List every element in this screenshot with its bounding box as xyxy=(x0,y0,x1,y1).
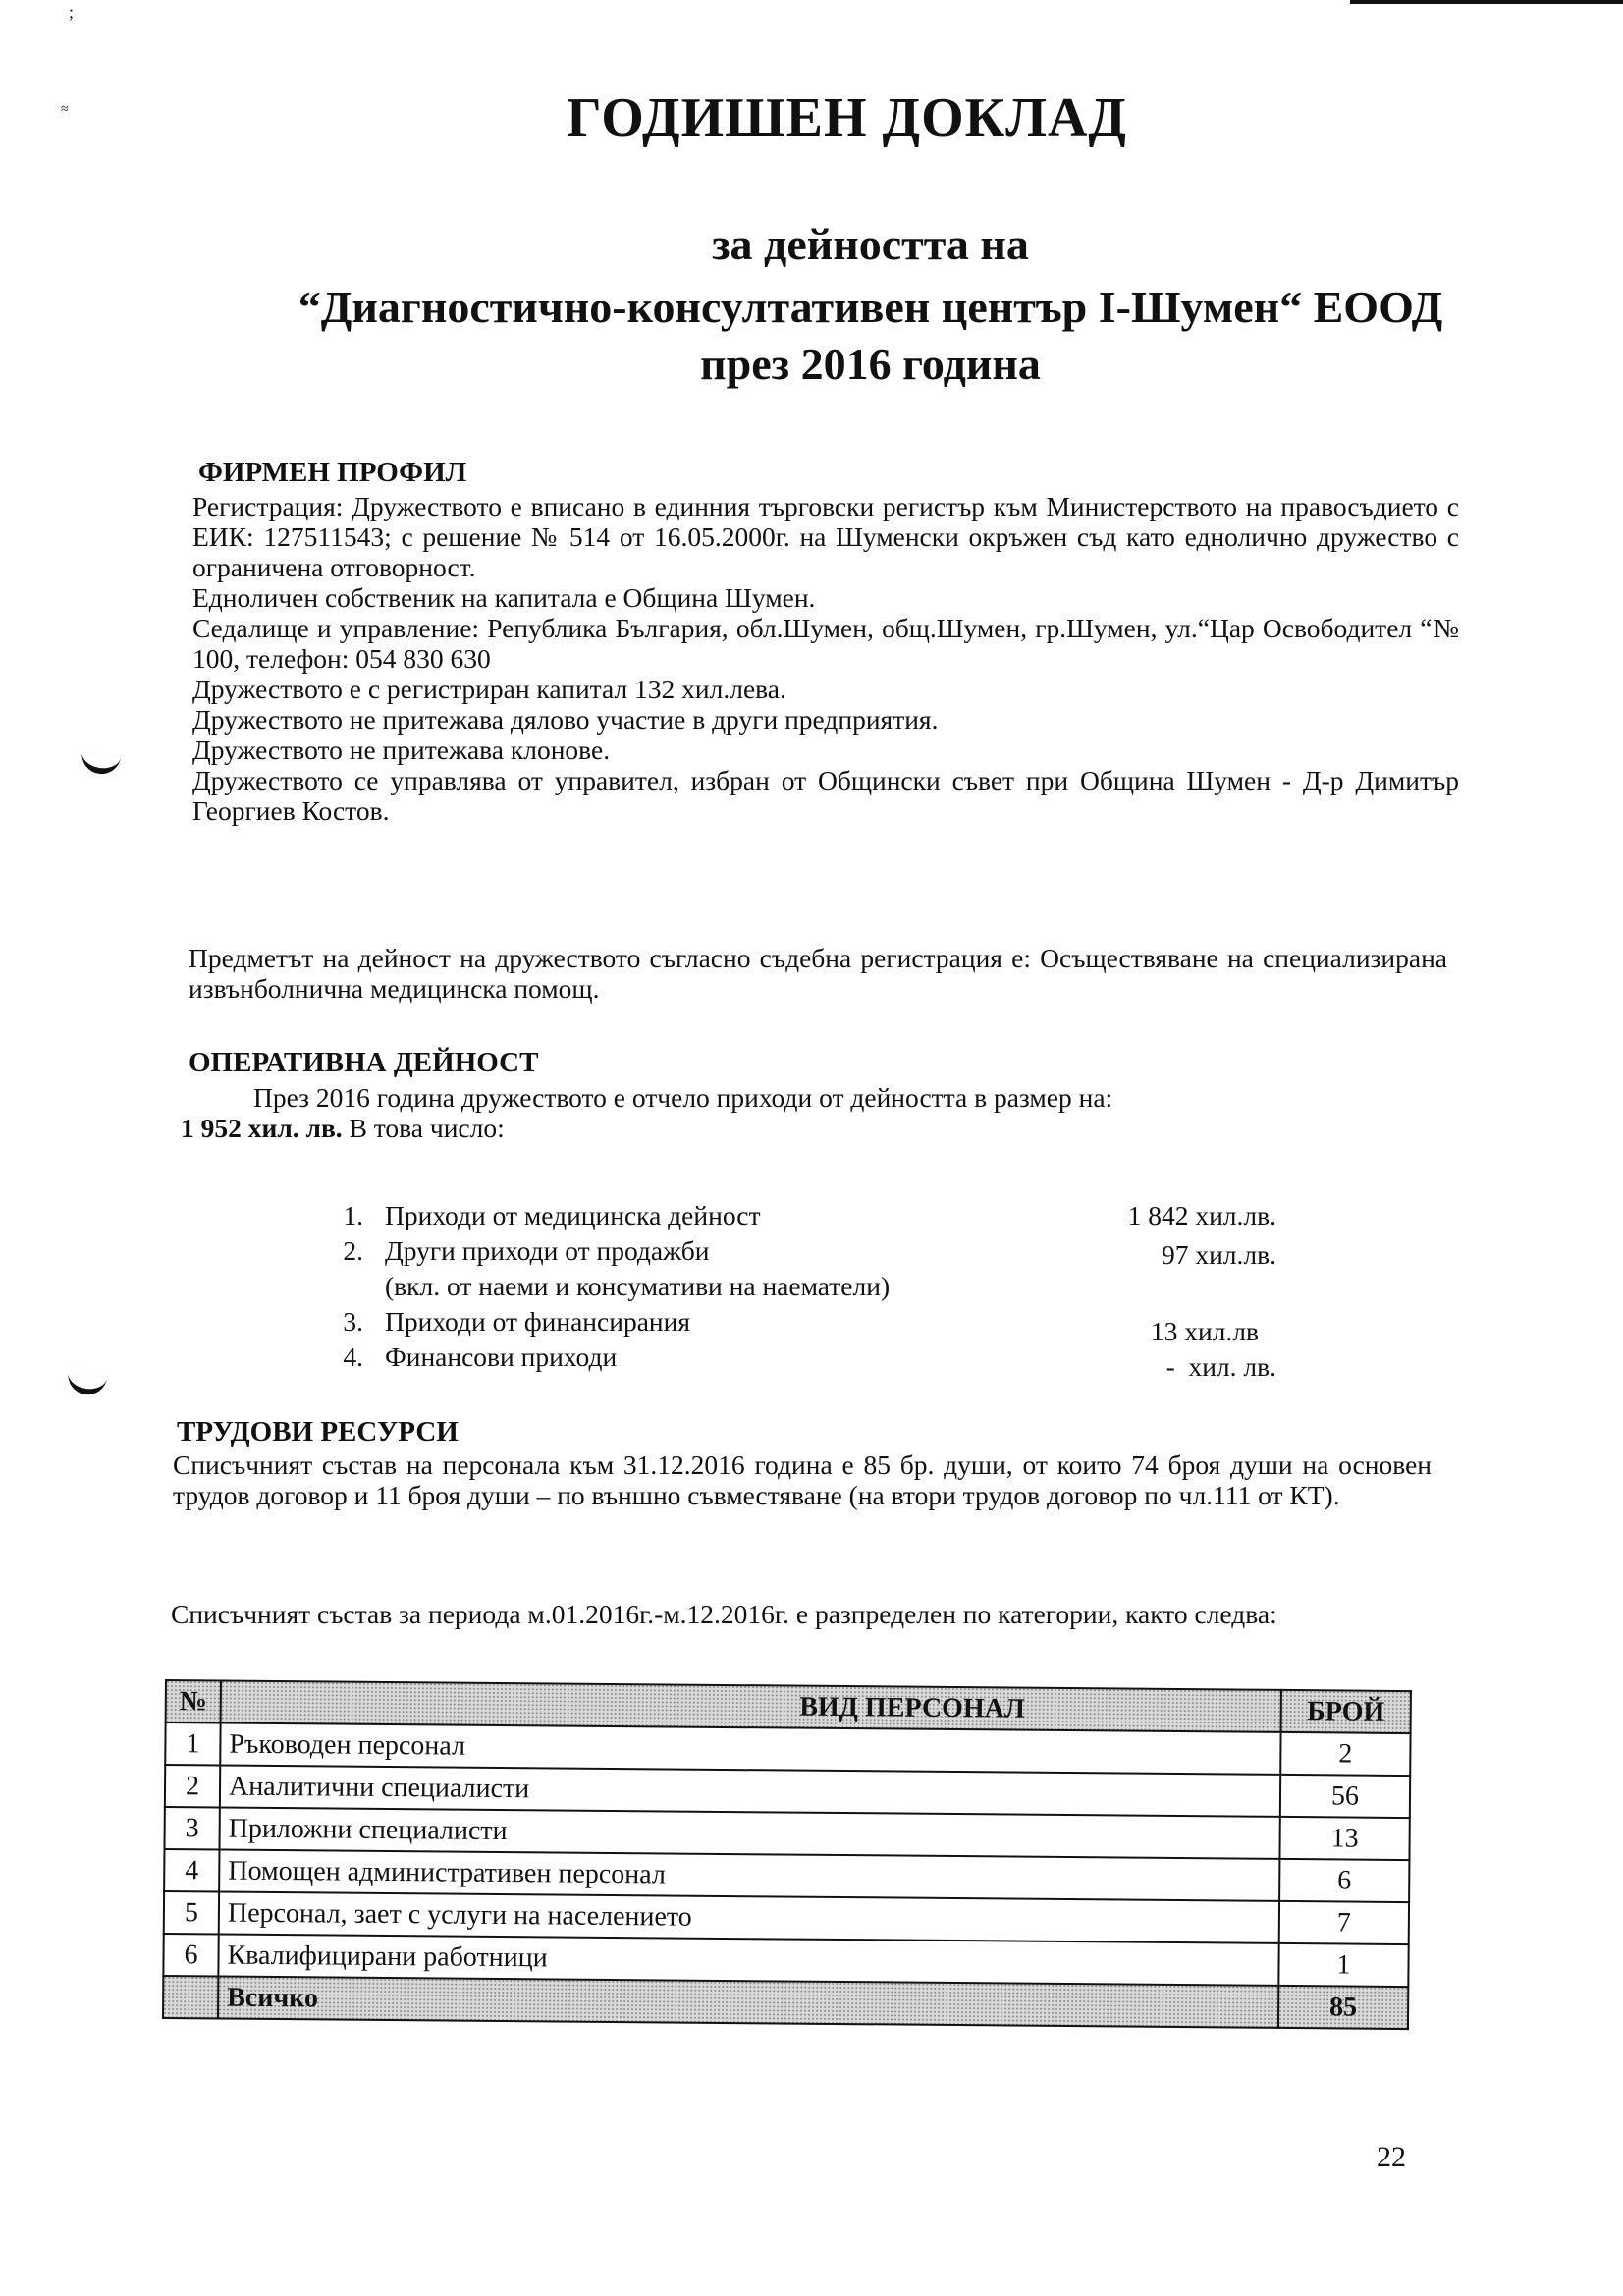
total-number-cell xyxy=(163,1976,218,2018)
row-number: 1 xyxy=(165,1722,220,1765)
row-staff-type: Помощен административен персонал xyxy=(219,1849,1279,1900)
row-number: 3 xyxy=(164,1807,219,1849)
income-item xyxy=(334,1341,1276,1382)
company-name: “Диагностично-консултативен център I-Шумен“ ЕООД xyxy=(298,282,1443,332)
row-count: 1 xyxy=(1278,1943,1408,1987)
scan-mark: ≈ xyxy=(61,102,69,117)
income-item-label: Приходи от медицинска дейност xyxy=(385,1200,761,1230)
income-item-label: Други приходи от продажби xyxy=(385,1235,710,1266)
document-subtitle: за дейността на xyxy=(712,219,1029,269)
row-count: 6 xyxy=(1279,1859,1409,1902)
income-item-number: 2. xyxy=(343,1235,363,1266)
income-item-note: (вкл. от наеми и консумативи на наематели) xyxy=(385,1271,891,1301)
company-profile-text xyxy=(192,491,1459,826)
profile-owner: Едноличен собственик на капитала е Община Шумен. xyxy=(192,582,816,613)
subject-of-activity: Предметът на дейност на дружеството съгласно съдебна регистрация е: Осъществяване на специализирана извънболнична медицинска помощ. xyxy=(189,943,1447,1004)
scan-mark: ; xyxy=(69,2,75,22)
row-number: 6 xyxy=(163,1934,218,1976)
profile-registration: Регистрация: Дружеството е вписано в единния търговски регистър към Министерството на правосъдието с ЕИК: 127511543; с решение № 514 от 16.05.2000г. на Шуменски окръжен съд като еднолично дружество с ограничена отговорност. xyxy=(192,491,1459,582)
staff-composition-text: Списъчният състав на персонала към 31.12.2016 година е 85 бр. души, от които 74 броя души на основен трудов договор и 11 броя души – по външно съвместяване (на втори трудов договор по чл.111 от КТ). xyxy=(173,1449,1432,1510)
operational-activity-text xyxy=(181,1082,1439,1143)
profile-participation: Дружеството не притежава дялово участие в други предприятия. xyxy=(192,704,939,735)
row-count: 56 xyxy=(1280,1775,1410,1818)
section-heading-labor-resources: ТРУДОВИ РЕСУРСИ xyxy=(177,1416,459,1448)
header-staff-type: ВИД ПЕРСОНАЛ xyxy=(221,1680,1281,1731)
staff-table xyxy=(162,1679,1412,2030)
income-item-number: 1. xyxy=(343,1200,363,1230)
income-intro-suffix: В това число: xyxy=(342,1113,505,1143)
profile-manager: Дружеството се управлява от управител, избран от Общински съвет при Община Шумен - Д-р Димитър Георгиев Костов. xyxy=(192,765,1459,826)
income-item-value: 97 хил.лв. xyxy=(1161,1239,1276,1270)
report-year: през 2016 година xyxy=(700,339,1041,389)
income-item-value: - хил. лв. xyxy=(1165,1351,1276,1382)
scan-edge-artifact xyxy=(1350,0,1623,4)
income-list xyxy=(334,1200,1276,1382)
punch-hole-mark xyxy=(66,1372,107,1396)
row-staff-type: Аналитични специалисти xyxy=(220,1765,1280,1816)
row-staff-type: Ръководен персонал xyxy=(220,1722,1280,1774)
row-count: 2 xyxy=(1280,1732,1410,1776)
section-heading-operational-activity: ОПЕРАТИВНА ДЕЙНОСТ xyxy=(189,1047,539,1078)
section-heading-company-profile: ФИРМЕН ПРОФИЛ xyxy=(198,457,467,488)
income-item-value: 1 842 хил.лв. xyxy=(1127,1200,1276,1230)
row-count: 13 xyxy=(1279,1817,1409,1860)
income-total-line xyxy=(181,1113,1439,1143)
row-number: 2 xyxy=(165,1765,220,1807)
row-staff-type: Приложни специалисти xyxy=(219,1807,1279,1858)
profile-address: Седалище и управление: Република България, обл.Шумен, общ.Шумен, гр.Шумен, ул.“Цар Освободител “№ 100, телефон: 054 830 630 xyxy=(192,613,1459,674)
profile-capital: Дружеството е с регистриран капитал 132 хил.лева. xyxy=(192,674,786,704)
income-item-number: 4. xyxy=(343,1341,363,1372)
row-number: 4 xyxy=(164,1849,219,1891)
income-item-label: Финансови приходи xyxy=(385,1341,618,1372)
income-item xyxy=(334,1306,1276,1346)
profile-branches: Дружеството не притежава клонове. xyxy=(192,735,611,765)
row-count: 7 xyxy=(1279,1901,1409,1944)
row-staff-type: Персонал, зает с услуги на населението xyxy=(219,1891,1279,1942)
total-income: 1 952 хил. лв. xyxy=(181,1113,343,1143)
income-item xyxy=(334,1200,1276,1235)
income-item-number: 3. xyxy=(343,1306,363,1337)
page-number: 22 xyxy=(1377,2141,1406,2173)
income-item-label: Приходи от финансирания xyxy=(385,1306,690,1337)
income-item-value: 13 хил.лв xyxy=(1150,1316,1259,1346)
staff-distribution-text: Списъчният състав за периода м.01.2016г.-м.12.2016г. е разпределен по категории, както следва: xyxy=(171,1599,1277,1629)
row-number: 5 xyxy=(164,1891,219,1934)
header-count: БРОЙ xyxy=(1281,1690,1411,1733)
income-item xyxy=(334,1235,1276,1306)
income-intro: През 2016 година дружеството е отчело приходи от дейността в размер на: xyxy=(253,1082,1113,1113)
document-title: ГОДИШЕН ДОКЛАД xyxy=(567,87,1127,148)
header-number: № xyxy=(166,1680,221,1722)
punch-hole-mark xyxy=(80,751,121,776)
total-count: 85 xyxy=(1278,1986,1408,2029)
total-label: Всичко xyxy=(218,1976,1278,2027)
row-staff-type: Квалифицирани работници xyxy=(218,1934,1278,1985)
